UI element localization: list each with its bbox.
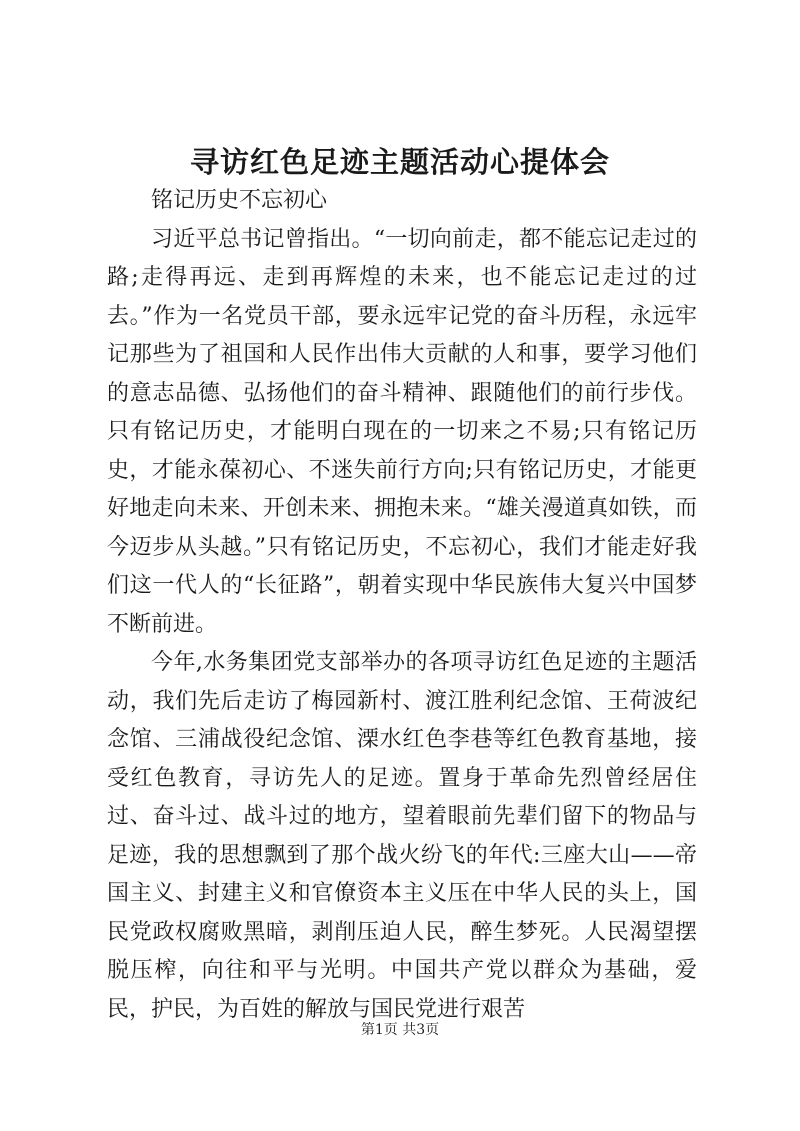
body-paragraph: 习近平总书记曾指出。“一切向前走，都不能忘记走过的路;走得再远、走到再辉煌的未来，也不能忘记走过的过去。”作为一名党员干部，要永远牢记党的奋斗历程，永远牢记那些为了祖国和人民作出伟大贡献的人和事，要学习他们的意志品德、弘扬他们的奋斗精神、跟随他们的前行步伐。只有铭记历史，才能明白现在的一切来之不易;只有铭记历史，才能永葆初心、不迷失前行方向;只有铭记历史，才能更好地走向未来、开创未来、拥抱未来。“雄关漫道真如铁，而今迈步从头越。”只有铭记历史，不忘初心，我们才能走好我们这一代人的“长征路”，朝着实现中华民族伟大复兴中国梦不断前进。	[107, 226, 697, 637]
document-title: 寻访红色足迹主题活动心提体会	[189, 145, 610, 179]
document-body	[107, 182, 697, 1029]
body-paragraph: 今年,水务集团党支部举办的各项寻访红色足迹的主题活动，我们先后走访了梅园新村、渡江胜利纪念馆、王荷波纪念馆、三浦战役纪念馆、溧水红色李巷等红色教育基地，接受红色教育，寻访先人的足迹。置身于革命先烈曾经居住过、奋斗过、战斗过的地方，望着眼前先辈们留下的物品与足迹，我的思想飘到了那个战火纷飞的年代:三座大山——帝国主义、封建主义和官僚资本主义压在中华人民的头上，国民党政权腐败黑暗，剥削压迫人民，醉生梦死。人民渴望摆脱压榨，向往和平与光明。中国共产党以群众为基础，爱民，护民，为百姓的解放与国民党进行艰苦	[107, 650, 697, 1022]
subtitle-line: 铭记历史不忘初心	[151, 188, 328, 213]
page-number-footer: 第1页 共3页	[360, 1022, 440, 1038]
